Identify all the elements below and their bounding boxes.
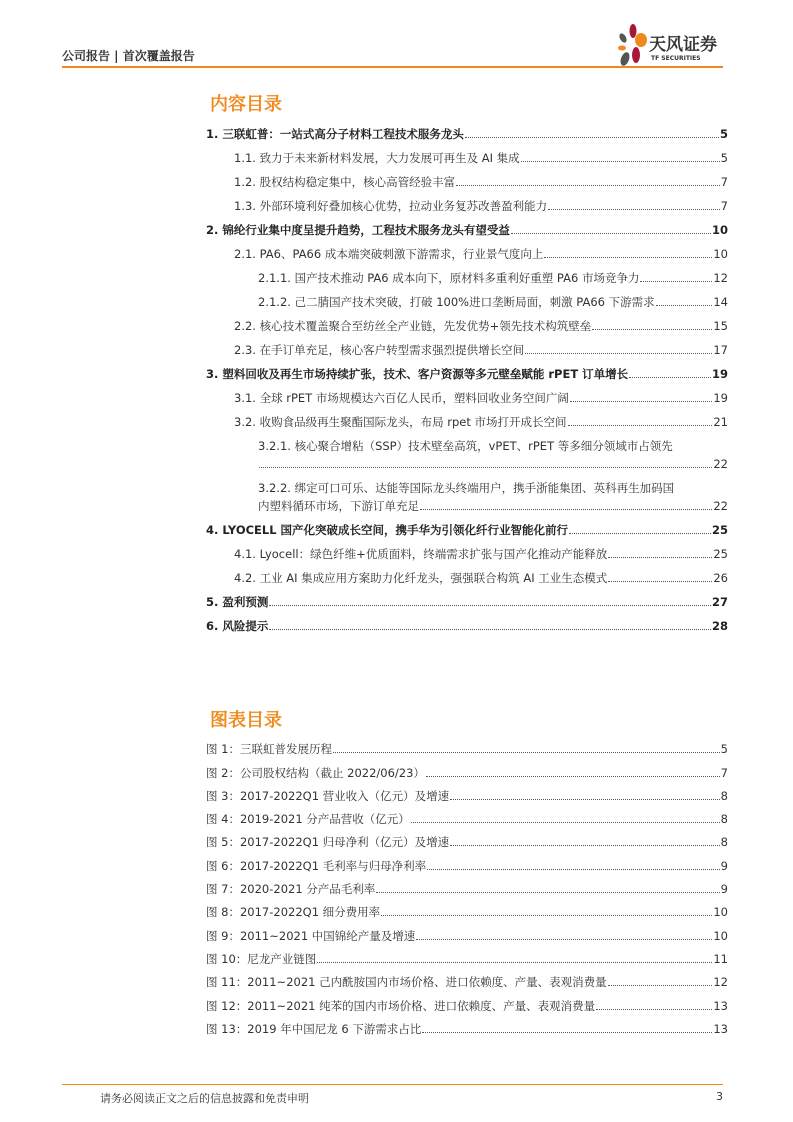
entry-title: 图 11：2011~2021 己内酰胺国内市场价格、进口依赖度、产量、表观消费量 bbox=[206, 975, 607, 990]
toc-entry[interactable] bbox=[206, 190, 728, 214]
logo-text-en: TF SECURITIES bbox=[651, 55, 701, 62]
footer-divider bbox=[62, 1084, 723, 1085]
dot-leader bbox=[569, 533, 711, 534]
dot-leader bbox=[656, 305, 713, 306]
figure-entry[interactable] bbox=[206, 897, 728, 920]
dot-leader bbox=[317, 962, 712, 963]
dot-leader bbox=[269, 629, 711, 630]
toc-entry[interactable] bbox=[206, 514, 728, 538]
dot-leader bbox=[596, 1009, 712, 1010]
entry-title: 2.2. 核心技术覆盖聚合至纺丝全产业链，先发优势+领先技术构筑壁垒 bbox=[234, 319, 592, 333]
entry-page-number: 12 bbox=[713, 975, 728, 990]
entry-page-number: 9 bbox=[720, 882, 728, 897]
dot-leader bbox=[548, 209, 720, 210]
dot-leader bbox=[381, 915, 712, 916]
entry-title: 5. 盈利预测 bbox=[206, 595, 269, 609]
toc-entry[interactable] bbox=[206, 262, 728, 286]
dot-leader bbox=[450, 799, 719, 800]
figure-entry[interactable] bbox=[206, 827, 728, 850]
figure-entry[interactable] bbox=[206, 1014, 728, 1037]
logo-text-cn: 天风证券 bbox=[649, 35, 717, 55]
toc-entry[interactable] bbox=[206, 538, 728, 562]
dot-leader bbox=[422, 1032, 712, 1033]
entry-page-number: 8 bbox=[720, 812, 728, 827]
dot-leader bbox=[456, 185, 720, 186]
entry-title: 图 12：2011~2021 纯苯的国内市场价格、进口依赖度、产量、表观消费量 bbox=[206, 998, 596, 1013]
figure-entry[interactable] bbox=[206, 920, 728, 943]
report-type-header: 公司报告 | 首次覆盖报告 bbox=[62, 49, 195, 63]
entry-page-number: 28 bbox=[711, 619, 728, 633]
entry-title: 图 5：2017-2022Q1 归母净利（亿元）及增速 bbox=[206, 835, 450, 850]
entry-title: 图 8：2017-2022Q1 细分费用率 bbox=[206, 905, 381, 920]
entry-page-number: 14 bbox=[713, 295, 728, 309]
dot-leader bbox=[333, 752, 720, 753]
page-number: 3 bbox=[716, 1090, 723, 1103]
entry-title: 图 7：2020-2021 分产品毛利率 bbox=[206, 882, 376, 897]
entry-title: 图 9：2011~2021 中国锦纶产量及增速 bbox=[206, 928, 416, 943]
entry-page-number: 11 bbox=[713, 951, 728, 966]
entry-title: 图 1：三联虹普发展历程 bbox=[206, 742, 332, 757]
dot-leader bbox=[521, 161, 720, 162]
entry-page-number: 9 bbox=[720, 858, 728, 873]
figure-entry[interactable] bbox=[206, 734, 728, 757]
tf-securities-logo bbox=[615, 24, 745, 68]
dot-leader bbox=[269, 605, 711, 606]
dot-leader bbox=[608, 581, 712, 582]
toc-entry[interactable] bbox=[206, 334, 728, 358]
entry-page-number: 8 bbox=[720, 788, 728, 803]
entry-title: 图 6：2017-2022Q1 毛利率与归母净利率 bbox=[206, 858, 427, 873]
logo-petals-icon bbox=[615, 24, 649, 68]
dot-leader bbox=[544, 257, 712, 258]
dot-leader bbox=[525, 353, 712, 354]
figures-list bbox=[206, 734, 728, 1037]
entry-title: 4. LYOCELL 国产化突破成长空间，携手华为引领化纤行业智能化前行 bbox=[206, 523, 569, 537]
entry-page-number: 7 bbox=[720, 175, 728, 189]
toc-title: 内容目录 bbox=[210, 94, 282, 115]
entry-title: 2.1.2. 己二腈国产技术突破，打破 100%进口垄断局面，刺激 PA66 下游需求 bbox=[258, 295, 655, 309]
entry-page-number: 22 bbox=[713, 457, 728, 471]
entry-title: 2.1. PA6、PA66 成本端突破刺激下游需求，行业景气度向上 bbox=[234, 247, 544, 261]
toc-entry[interactable] bbox=[206, 166, 728, 190]
dot-leader bbox=[608, 557, 712, 558]
toc-entry[interactable] bbox=[206, 472, 728, 496]
dot-leader bbox=[592, 329, 712, 330]
entry-page-number: 8 bbox=[720, 835, 728, 850]
figure-entry[interactable] bbox=[206, 781, 728, 804]
entry-page-number: 17 bbox=[713, 343, 728, 357]
figure-entry[interactable] bbox=[206, 967, 728, 990]
dot-leader bbox=[420, 509, 712, 510]
entry-title: 1.1. 致力于未来新材料发展，大力发展可再生及 AI 集成 bbox=[234, 151, 520, 165]
toc-entry[interactable] bbox=[206, 286, 728, 310]
entry-page-number: 5 bbox=[719, 127, 728, 141]
entry-title: 图 3：2017-2022Q1 营业收入（亿元）及增速 bbox=[206, 788, 450, 803]
entry-page-number: 7 bbox=[720, 199, 728, 213]
figure-entry[interactable] bbox=[206, 850, 728, 873]
figure-entry[interactable] bbox=[206, 757, 728, 780]
toc-entry[interactable] bbox=[206, 142, 728, 166]
toc-entry[interactable] bbox=[206, 118, 728, 142]
figure-entry[interactable] bbox=[206, 874, 728, 897]
figure-entry[interactable] bbox=[206, 990, 728, 1013]
entry-page-number: 22 bbox=[713, 499, 728, 513]
header-divider bbox=[62, 66, 723, 68]
entry-title: 3. 塑料回收及再生市场持续扩张，技术、客户资源等多元壁垒赋能 rPET 订单增长 bbox=[206, 367, 629, 381]
footer-disclaimer: 请务必阅读正文之后的信息披露和免责申明 bbox=[100, 1092, 309, 1105]
dot-leader bbox=[416, 939, 712, 940]
entry-page-number: 10 bbox=[713, 247, 728, 261]
toc-entry[interactable] bbox=[206, 430, 728, 454]
toc-entry[interactable] bbox=[206, 496, 728, 514]
entry-page-number: 15 bbox=[713, 319, 728, 333]
dot-leader bbox=[376, 892, 719, 893]
entry-title: 图 13：2019 年中国尼龙 6 下游需求占比 bbox=[206, 1021, 422, 1036]
entry-title: 图 4：2019-2021 分产品营收（亿元） bbox=[206, 812, 410, 827]
entry-page-number: 7 bbox=[720, 765, 728, 780]
entry-title: 1.2. 股权结构稳定集中，核心高管经验丰富 bbox=[234, 175, 456, 189]
toc-entry[interactable] bbox=[206, 310, 728, 334]
dot-leader bbox=[426, 776, 720, 777]
toc-entry[interactable] bbox=[206, 406, 728, 430]
entry-title: 3.2. 收购食品级再生聚酯国际龙头，布局 rpet 市场打开成长空间 bbox=[234, 415, 567, 429]
entry-page-number: 25 bbox=[711, 523, 728, 537]
dot-leader bbox=[259, 467, 712, 468]
entry-page-number: 19 bbox=[711, 367, 728, 381]
entry-title: 3.2.1. 核心聚合增粘（SSP）技术壁垒高筑，vPET、rPET 等多细分领域市占领先 bbox=[258, 439, 673, 453]
entry-title: 1.3. 外部环境利好叠加核心优势，拉动业务复苏改善盈利能力 bbox=[234, 199, 548, 213]
entry-page-number: 10 bbox=[711, 223, 728, 237]
entry-title: 图 2：公司股权结构（截止 2022/06/23） bbox=[206, 765, 425, 780]
entry-page-number: 12 bbox=[713, 271, 728, 285]
entry-title: 4.1. Lyocell：绿色纤维+优质面料，终端需求扩张与国产化推动产能释放 bbox=[234, 547, 608, 561]
dot-leader bbox=[568, 425, 713, 426]
toc-entry[interactable] bbox=[206, 610, 728, 634]
toc-entry[interactable] bbox=[206, 586, 728, 610]
entry-page-number: 21 bbox=[713, 415, 728, 429]
entry-page-number: 26 bbox=[713, 571, 728, 585]
entry-title: 4.2. 工业 AI 集成应用方案助力化纤龙头，强强联合构筑 AI 工业生态模式 bbox=[234, 571, 608, 585]
dot-leader bbox=[411, 822, 720, 823]
toc-entry[interactable] bbox=[206, 454, 728, 472]
entry-page-number: 13 bbox=[713, 1021, 728, 1036]
entry-page-number: 5 bbox=[720, 742, 728, 757]
entry-title: 内塑料循环市场，下游订单充足 bbox=[258, 499, 419, 513]
entry-page-number: 10 bbox=[713, 928, 728, 943]
entry-title: 2.3. 在手订单充足，核心客户转型需求强烈提供增长空间 bbox=[234, 343, 525, 357]
figures-toc-title: 图表目录 bbox=[210, 710, 282, 731]
dot-leader bbox=[465, 137, 719, 138]
entry-title: 2.1.1. 国产技术推动 PA6 成本向下，原材料多重利好重塑 PA6 市场竞争力 bbox=[258, 271, 640, 285]
entry-title: 1. 三联虹普：一站式高分子材料工程技术服务龙头 bbox=[206, 127, 464, 141]
figure-entry[interactable] bbox=[206, 944, 728, 967]
dot-leader bbox=[427, 869, 719, 870]
toc-entry[interactable] bbox=[206, 382, 728, 406]
entry-title: 2. 锦纶行业集中度呈提升趋势，工程技术服务龙头有望受益 bbox=[206, 223, 510, 237]
entry-page-number: 10 bbox=[713, 905, 728, 920]
dot-leader bbox=[608, 985, 713, 986]
entry-title: 6. 风险提示 bbox=[206, 619, 269, 633]
dot-leader bbox=[511, 233, 711, 234]
dot-leader bbox=[629, 377, 711, 378]
toc-entry[interactable] bbox=[206, 238, 728, 262]
dot-leader bbox=[570, 401, 712, 402]
entry-title: 图 10：尼龙产业链图 bbox=[206, 951, 317, 966]
entry-title: 3.1. 全球 rPET 市场规模达六百亿人民币，塑料回收业务空间广阔 bbox=[234, 391, 569, 405]
entry-page-number: 5 bbox=[720, 151, 728, 165]
entry-page-number: 13 bbox=[713, 998, 728, 1013]
toc-entry[interactable] bbox=[206, 562, 728, 586]
entry-title: 3.2.2. 绑定可口可乐、达能等国际龙头终端用户，携手浙能集团、英科再生加码国 bbox=[258, 481, 675, 495]
toc-entry[interactable] bbox=[206, 214, 728, 238]
dot-leader bbox=[450, 845, 719, 846]
figure-entry[interactable] bbox=[206, 804, 728, 827]
toc-entry[interactable] bbox=[206, 358, 728, 382]
entry-page-number: 19 bbox=[713, 391, 728, 405]
table-of-contents bbox=[206, 118, 728, 634]
entry-page-number: 27 bbox=[711, 595, 728, 609]
entry-page-number: 25 bbox=[713, 547, 728, 561]
dot-leader bbox=[640, 281, 712, 282]
